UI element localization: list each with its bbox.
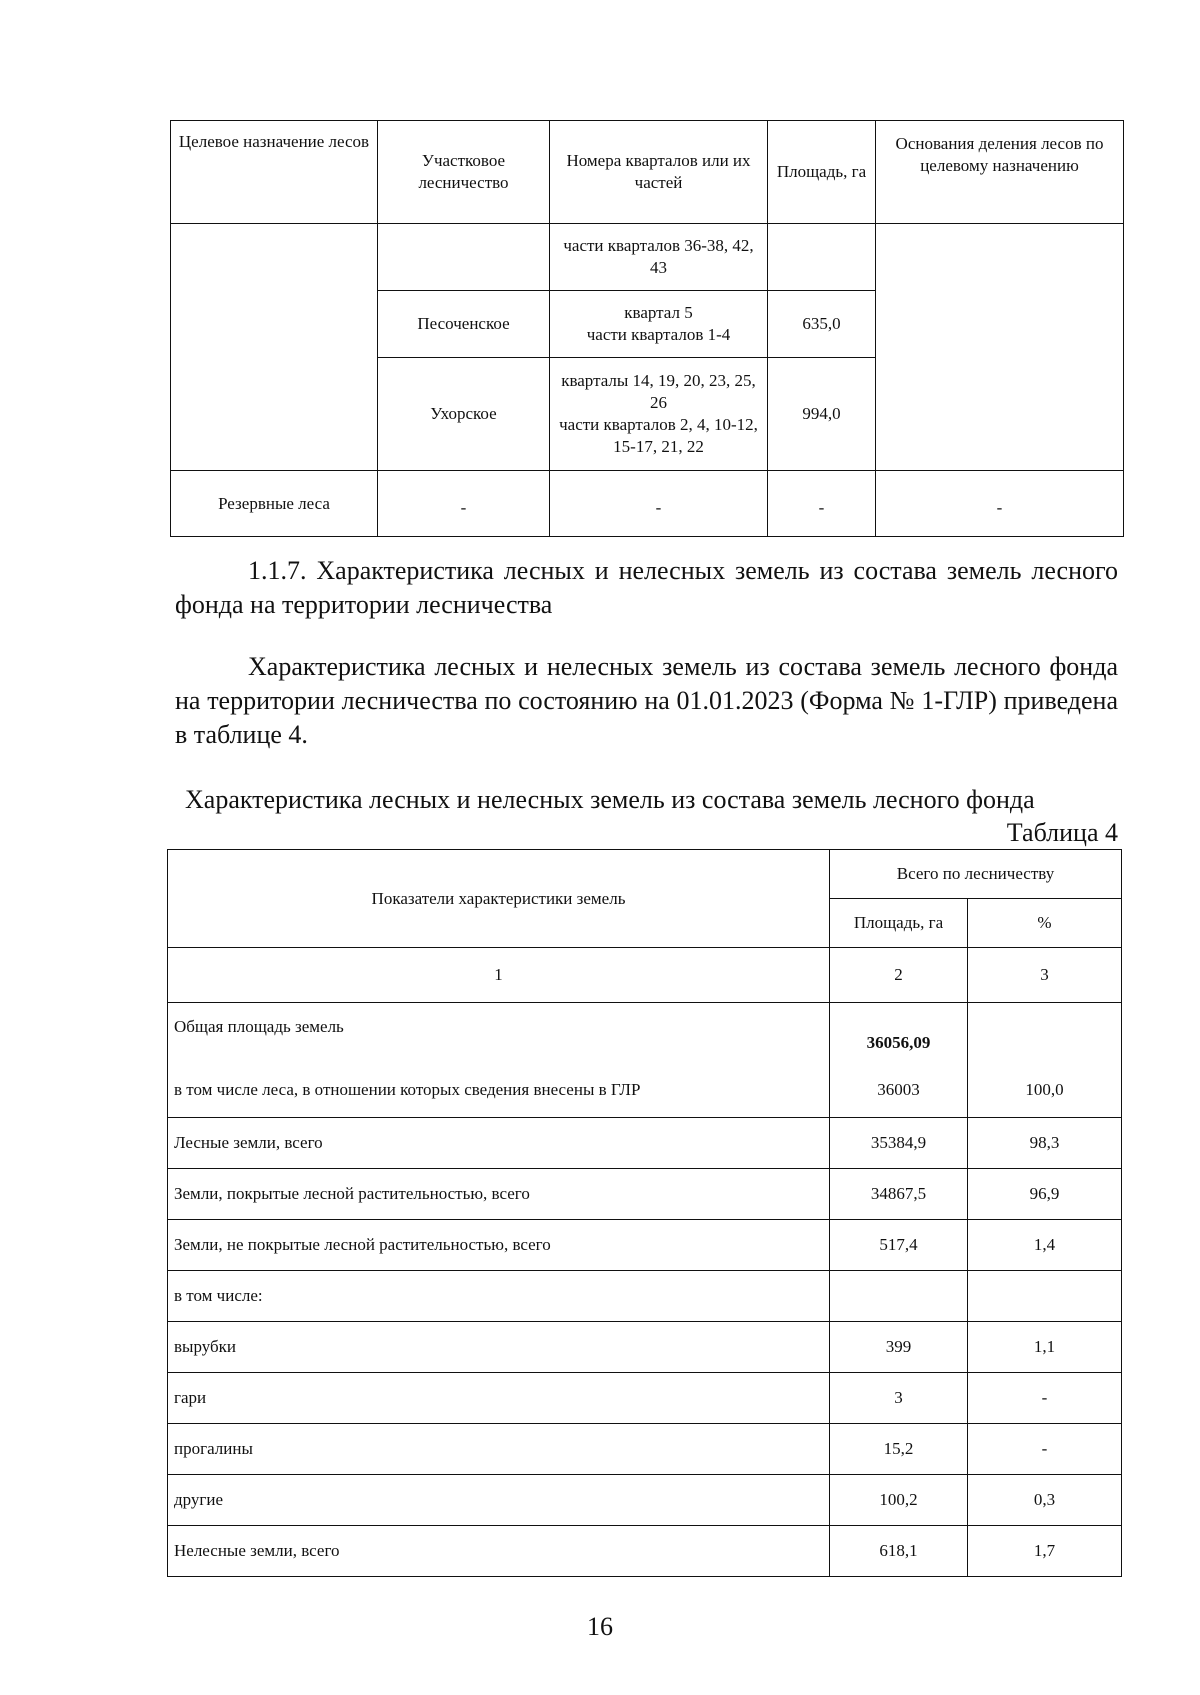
total-area [830,1003,968,1064]
table-header-row [171,121,1124,224]
total-area-value: 36056,09 [866,1033,931,1052]
row-label: гари [168,1373,830,1424]
row-percent: - [968,1373,1122,1424]
row-percent: 98,3 [968,1118,1122,1169]
row-area: 618,1 [830,1526,968,1577]
header-total: Всего по лесничеству [830,850,1122,899]
row-label: Лесные земли, всего [168,1118,830,1169]
table-number: Таблица 4 [1006,818,1118,847]
row-percent: 96,9 [968,1169,1122,1220]
district-cell: Песоченское [378,291,550,358]
row-area [830,1271,968,1322]
land-characteristics-table [167,849,1122,1577]
table-row [168,1118,1122,1169]
header-purpose: Целевое назначение лесов [171,121,378,224]
section-body: Характеристика лесных и нелесных земель из состава земель лесного фонда на территории лесничества по состоянию на 01.01.2023 (Форма № 1-ГЛР) приведена в таблице 4. [175,652,1118,749]
table-caption: Характеристика лесных и нелесных земель из состава земель лесного фонда [185,785,1035,814]
table-row [168,1271,1122,1322]
reserve-label: Резервные леса [171,471,378,537]
row-label: Земли, не покрытые лесной растительностью, всего [168,1220,830,1271]
district-cell [378,224,550,291]
row-percent: 0,3 [968,1475,1122,1526]
row-area: 15,2 [830,1424,968,1475]
header-basis: Основания деления лесов по целевому назначению [876,121,1124,224]
row-label: вырубки [168,1322,830,1373]
row-percent: 1,1 [968,1322,1122,1373]
col-num: 3 [968,948,1122,1003]
row-area: 100,2 [830,1475,968,1526]
header-district: Участковое лесничество [378,121,550,224]
section-heading: 1.1.7. Характеристика лесных и нелесных земель из состава земель лесного фонда на территории лесничества [175,556,1118,619]
basis-cell [876,224,1124,471]
area-cell [768,224,876,291]
reserve-basis: - [876,471,1124,537]
header-indicator: Показатели характеристики земель [168,850,830,948]
area-cell: 635,0 [768,291,876,358]
col-num: 2 [830,948,968,1003]
row-label: прогалины [168,1424,830,1475]
table-row-glr [168,1063,1122,1118]
total-percent [968,1003,1122,1064]
table-row [171,224,1124,291]
row-label: Нелесные земли, всего [168,1526,830,1577]
column-number-row [168,948,1122,1003]
row-label: другие [168,1475,830,1526]
row-area: 34867,5 [830,1169,968,1220]
row-area: 3 [830,1373,968,1424]
reserve-area: - [768,471,876,537]
glr-area: 36003 [830,1063,968,1118]
total-label: Общая площадь земель [168,1003,830,1064]
table-row [168,1169,1122,1220]
table-row [168,1373,1122,1424]
glr-label: в том числе леса, в отношении которых сведения внесены в ГЛР [168,1063,830,1118]
header-area: Площадь, га [830,899,968,948]
table-row-total [168,1003,1122,1064]
table-row [168,1475,1122,1526]
quarters-cell: части кварталов 36-38, 42, 43 [550,224,768,291]
row-label: в том числе: [168,1271,830,1322]
header-area: Площадь, га [768,121,876,224]
row-percent: 1,7 [968,1526,1122,1577]
header-quarters: Номера кварталов или их частей [550,121,768,224]
row-label: Земли, покрытые лесной растительностью, всего [168,1169,830,1220]
row-percent: 1,4 [968,1220,1122,1271]
row-area: 399 [830,1322,968,1373]
table-row [168,1322,1122,1373]
table-row [168,1424,1122,1475]
header-percent: % [968,899,1122,948]
reserve-row [171,471,1124,537]
col-num: 1 [168,948,830,1003]
quarters-cell: кварталы 14, 19, 20, 23, 25, 26 части кварталов 2, 4, 10-12, 15-17, 21, 22 [550,358,768,471]
glr-percent: 100,0 [968,1063,1122,1118]
forest-purpose-table [170,120,1124,537]
purpose-cell [171,224,378,471]
reserve-district: - [378,471,550,537]
area-cell: 994,0 [768,358,876,471]
table-header-row [168,850,1122,899]
quarters-cell: квартал 5 части кварталов 1-4 [550,291,768,358]
table-row [168,1526,1122,1577]
row-percent [968,1271,1122,1322]
table-row [168,1220,1122,1271]
reserve-quarters: - [550,471,768,537]
row-percent: - [968,1424,1122,1475]
page-number: 16 [587,1612,613,1641]
row-area: 35384,9 [830,1118,968,1169]
district-cell: Ухорское [378,358,550,471]
row-area: 517,4 [830,1220,968,1271]
